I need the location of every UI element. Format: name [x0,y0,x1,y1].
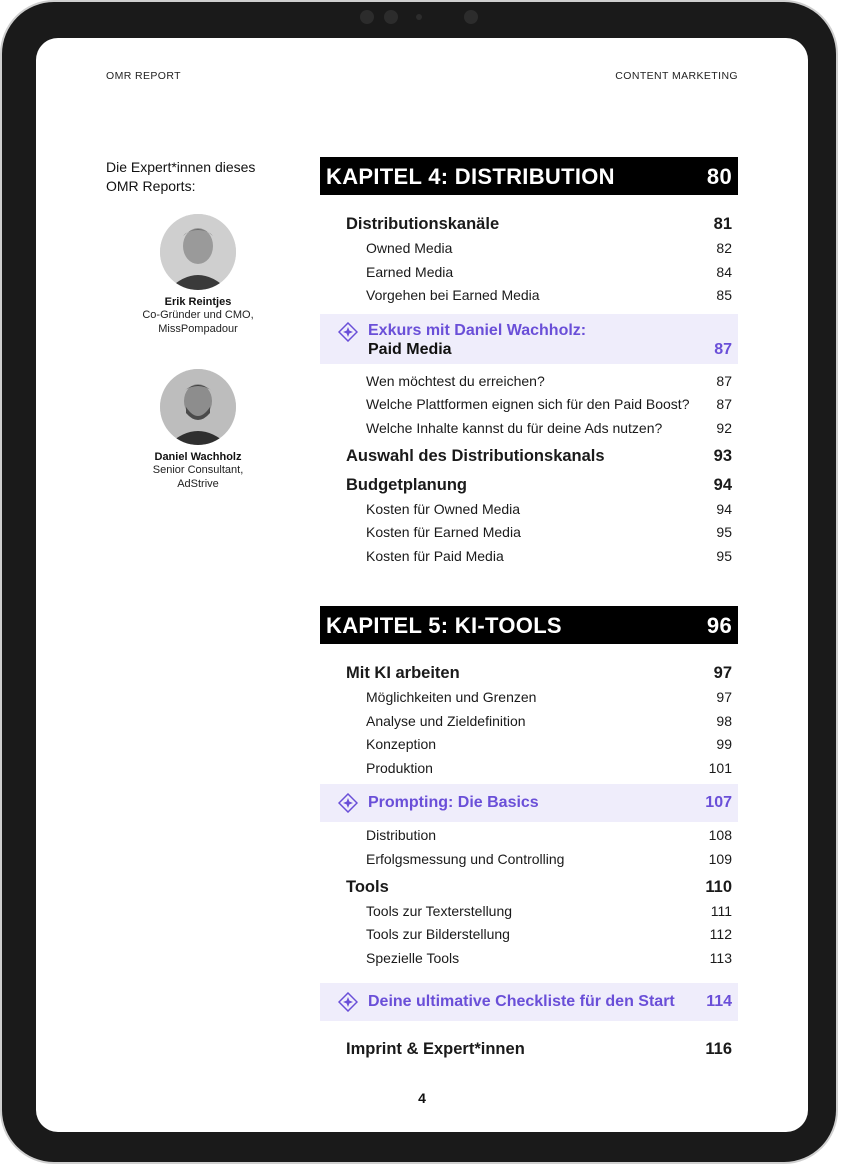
excursus-subtitle: Paid Media [368,341,452,358]
experts-intro: Die Expert*innen dieses OMR Reports: [106,159,256,194]
chapter-title: KAPITEL 4: DISTRIBUTION [326,164,615,189]
checklist-title: Deine ultimative Checkliste für den Start [368,993,675,1010]
toc-page: 97 [713,664,732,682]
toc-page: 81 [713,215,732,233]
sensor-dot-icon [416,14,422,20]
toc-page: 94 [713,476,732,494]
chapter-page: 96 [706,613,732,638]
excursus-page: 87 [714,341,732,358]
toc-page: 112 [709,926,732,942]
prompting-highlight[interactable] [320,784,738,822]
toc-label: Tools zur Bilderstellung [366,926,510,942]
tablet-frame [2,2,836,1162]
toc-page: 92 [716,420,732,436]
chapter-heading[interactable] [320,606,738,644]
toc-page: 99 [716,736,732,752]
prompting-title: Prompting: Die Basics [368,794,539,811]
avatar [160,369,236,445]
toc-page: 82 [716,240,732,256]
expert-company: MissPompadour [158,323,238,335]
toc-label: Kosten für Earned Media [366,524,521,540]
toc-page: 93 [713,447,732,465]
checklist-highlight[interactable] [320,983,738,1021]
toc-page: 95 [716,524,732,540]
header-left: OMR REPORT [106,70,181,82]
expert-card [108,369,288,491]
expert-company: AdStrive [177,478,219,490]
toc-page: 84 [716,264,732,280]
toc-label: Owned Media [366,240,453,256]
toc-label: Welche Inhalte kannst du für deine Ads nutzen? [366,420,663,436]
checklist-page: 114 [706,993,732,1010]
toc-page: 108 [708,827,732,843]
expert-name: Daniel Wachholz [154,451,242,463]
toc-label: Vorgehen bei Earned Media [366,287,540,303]
expert-role: Co-Gründer und CMO, [142,309,254,321]
toc-page: 85 [716,287,732,303]
sensor-icon [384,10,398,24]
diamond-sparkle-icon [338,793,358,813]
toc-label: Konzeption [366,736,437,752]
toc-page: 98 [716,713,732,729]
toc-page: 110 [705,878,732,896]
toc-label: Spezielle Tools [366,950,460,966]
toc-label: Welche Plattformen eignen sich für den Paid Boost? [366,396,690,412]
toc-label: Wen möchtest du erreichen? [366,373,545,389]
prompting-page: 107 [705,794,732,811]
expert-role: Senior Consultant, [152,464,244,476]
excursus-highlight[interactable] [320,314,738,364]
toc-page: 87 [716,396,732,412]
diamond-sparkle-icon [338,992,358,1012]
toc-label: Kosten für Owned Media [366,501,521,517]
diamond-sparkle-icon [338,322,358,342]
toc-page: 101 [708,760,732,776]
toc-label: Tools zur Texterstellung [366,903,513,919]
chapter-title: KAPITEL 5: KI-TOOLS [326,613,562,638]
sensor-icon [464,10,478,24]
toc-page: 94 [716,501,732,517]
toc-label: Produktion [366,760,433,776]
toc-label: Tools [346,878,389,896]
toc-page: 111 [710,903,732,919]
avatar [160,214,236,290]
header-right: CONTENT MARKETING [615,70,738,82]
toc-label: Kosten für Paid Media [366,548,504,564]
expert-card [108,214,288,336]
toc-label: Analyse und Zieldefinition [366,713,526,729]
toc-label: Möglichkeiten und Grenzen [366,689,537,705]
toc-label: Imprint & Expert*innen [346,1040,525,1058]
toc-label: Budgetplanung [346,476,467,494]
toc-label: Distributionskanäle [346,215,500,233]
toc-page: 95 [716,548,732,564]
toc-label: Mit KI arbeiten [346,664,460,682]
toc-page: 109 [708,851,732,867]
chapter-heading[interactable] [320,157,738,195]
page-number: 4 [418,1090,426,1106]
toc-label: Distribution [366,827,437,843]
document-page [36,38,808,1132]
toc-label: Auswahl des Distributionskanals [346,447,605,465]
toc-label: Erfolgsmessung und Controlling [366,851,565,867]
toc-page: 113 [709,950,732,966]
toc-page: 87 [716,373,732,389]
camera-icon [360,10,374,24]
expert-name: Erik Reintjes [164,296,232,308]
chapter-page: 80 [706,164,732,189]
toc-label: Earned Media [366,264,454,280]
toc-page: 116 [705,1040,732,1058]
excursus-title: Exkurs mit Daniel Wachholz: [368,322,587,339]
toc-page: 97 [716,689,732,705]
